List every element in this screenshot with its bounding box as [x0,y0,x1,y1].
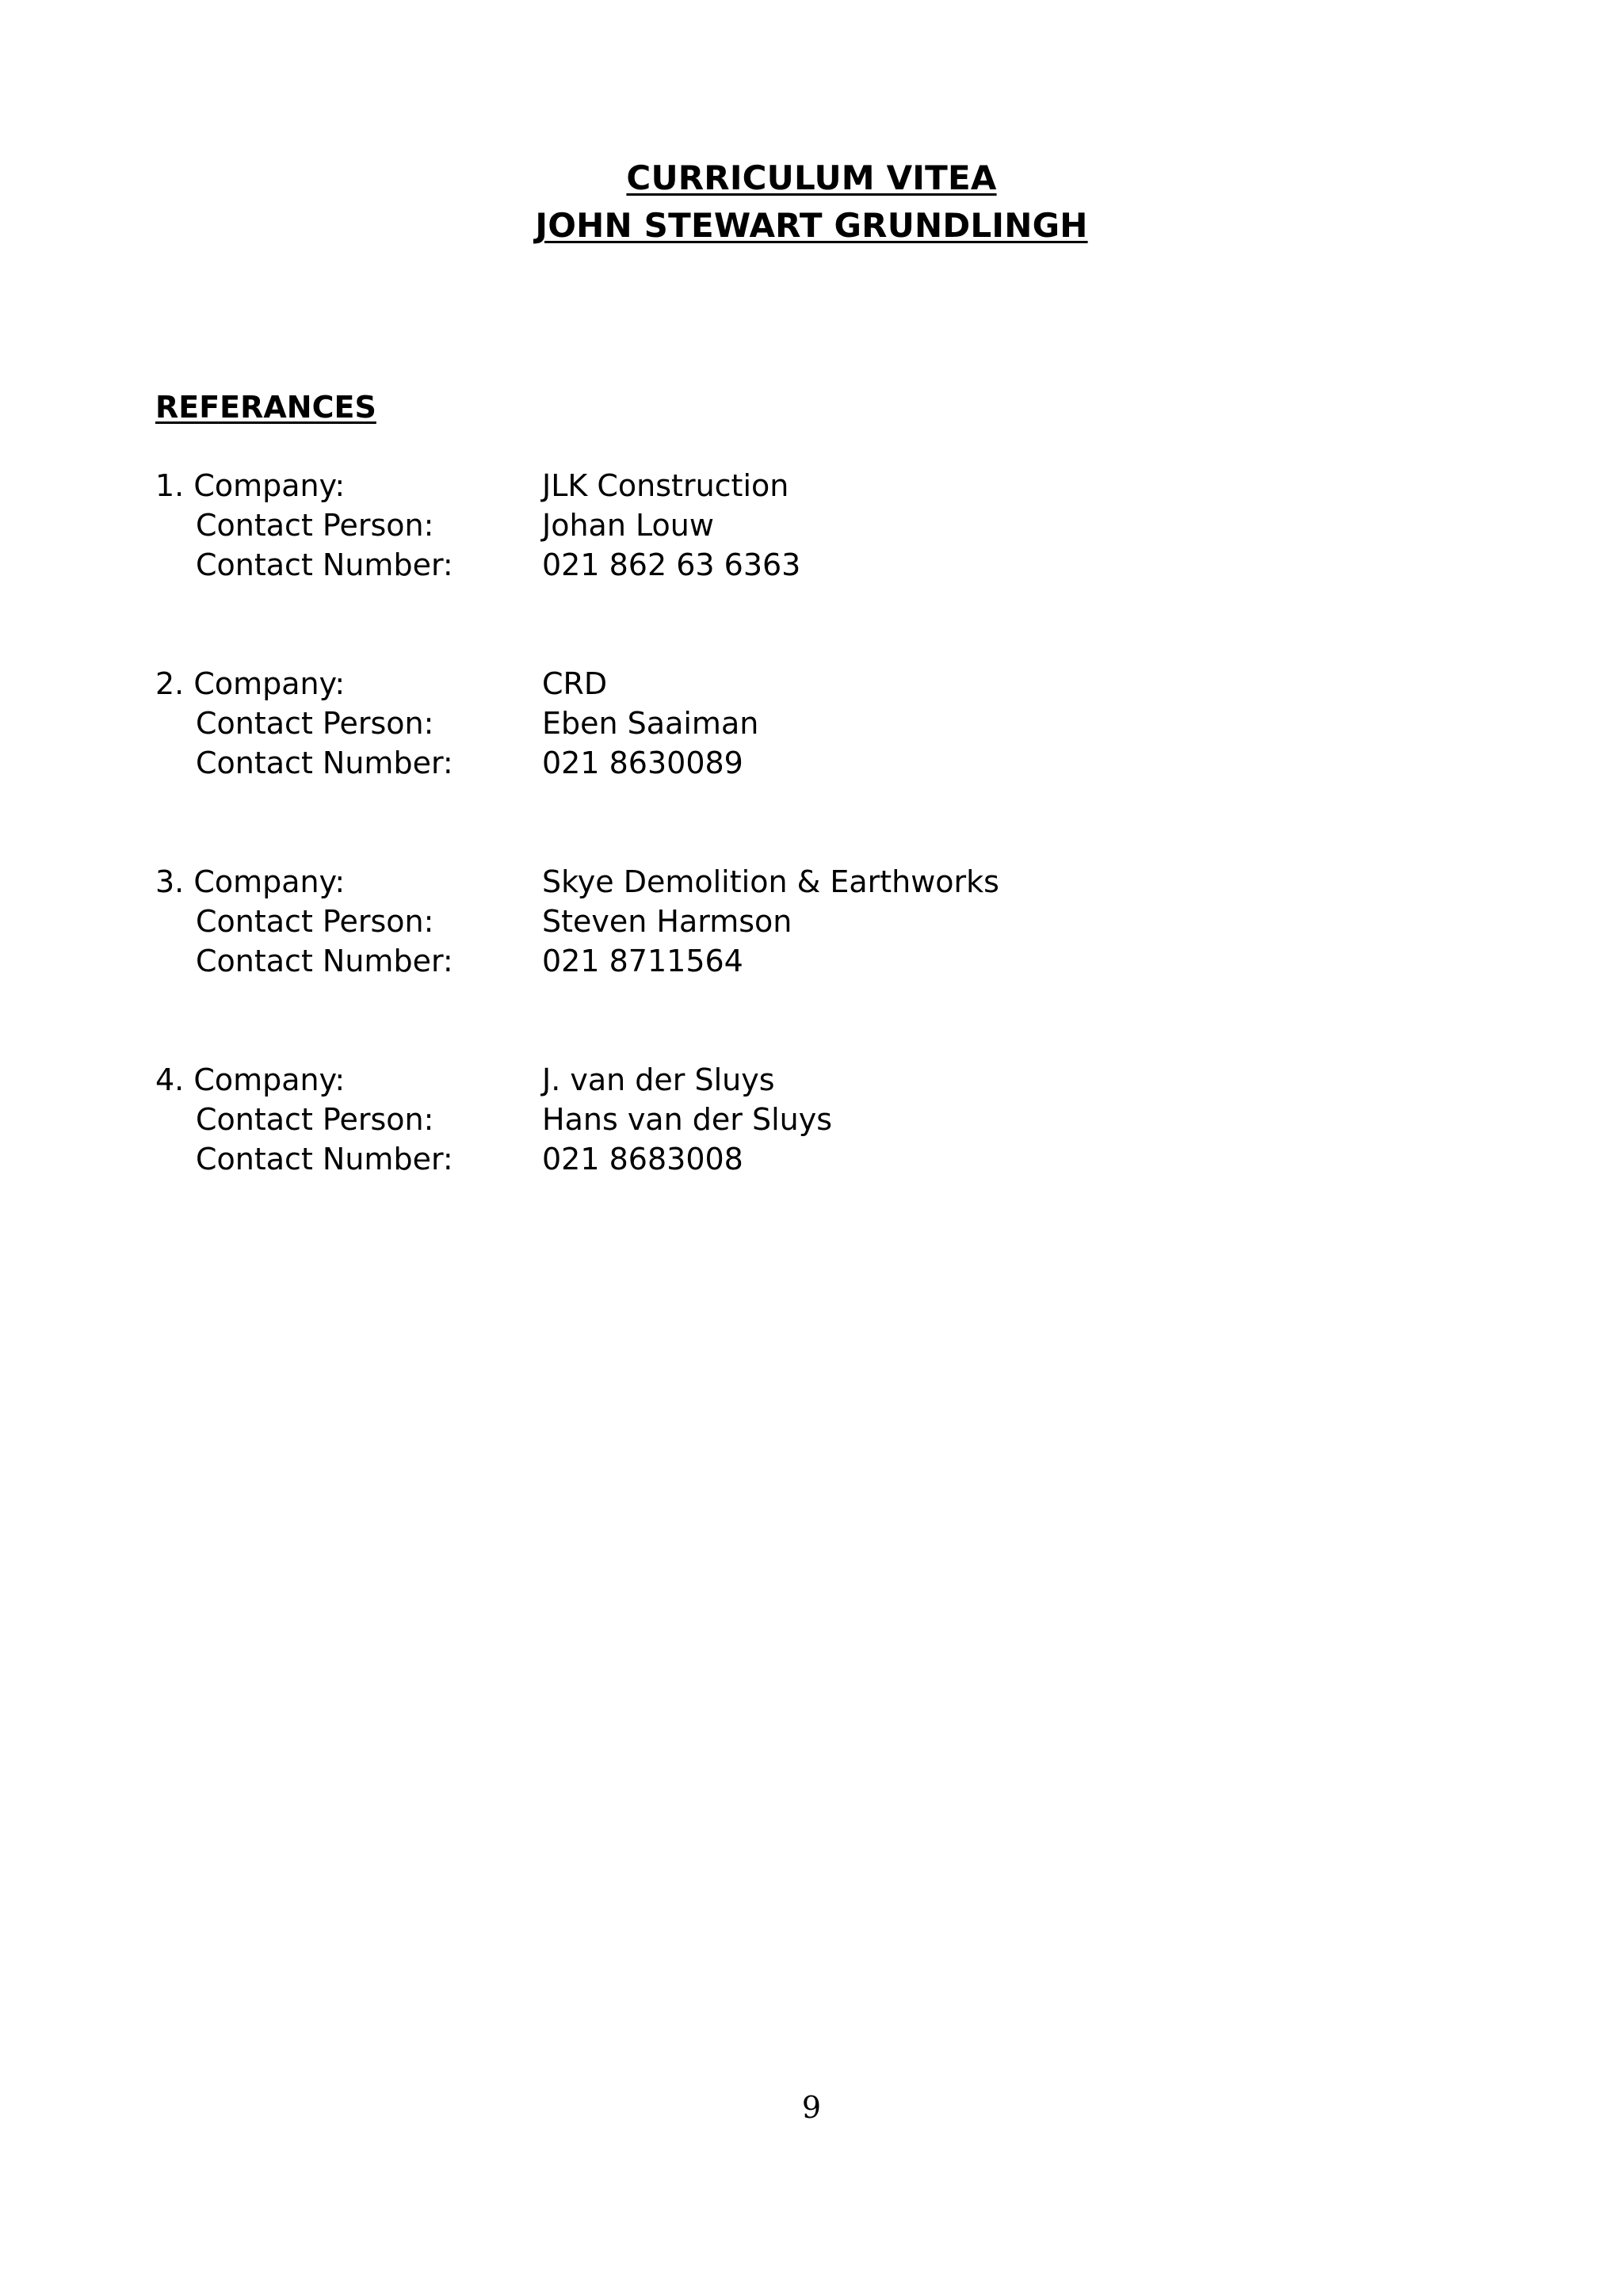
reference-entry-3 [155,862,1186,981]
contact-person-row [155,505,1186,545]
contact-person-label: Contact Person: [196,508,434,543]
contact-number-row [155,545,1186,585]
contact-number-label: Contact Number: [196,547,453,582]
reference-entry-2 [155,664,1186,783]
contact-person-label: Contact Person: [196,904,434,939]
contact-person-value: Johan Louw [542,508,714,543]
company-label: 4. Company: [155,1062,346,1097]
contact-person-value: Hans van der Sluys [542,1102,833,1137]
company-label: 2. Company: [155,666,346,701]
company-row [155,466,1186,505]
company-row [155,862,1186,902]
reference-entry-4 [155,1060,1186,1179]
contact-number-row [155,743,1186,783]
contact-number-row [155,941,1186,981]
company-label: 3. Company: [155,864,346,899]
document-title: CURRICULUM VITEA [626,158,997,197]
contact-person-row [155,1100,1186,1139]
company-value: CRD [542,666,608,701]
title-block [0,154,1623,250]
contact-person-value: Eben Saaiman [542,706,759,741]
contact-number-value: 021 8711564 [542,944,743,978]
contact-number-row [155,1139,1186,1179]
contact-person-label: Contact Person: [196,1102,434,1137]
contact-person-row [155,902,1186,941]
contact-number-label: Contact Number: [196,944,453,978]
company-value: Skye Demolition & Earthworks [542,864,999,899]
contact-number-value: 021 8630089 [542,746,743,780]
contact-number-value: 021 862 63 6363 [542,547,801,582]
contact-person-label: Contact Person: [196,706,434,741]
references-heading: REFERANCES [155,390,376,425]
contact-person-value: Steven Harmson [542,904,792,939]
contact-number-value: 021 8683008 [542,1142,743,1177]
company-row [155,664,1186,704]
contact-number-label: Contact Number: [196,746,453,780]
company-value: J. van der Sluys [542,1062,775,1097]
company-value: JLK Construction [542,468,789,503]
page-number: 9 [801,2090,822,2125]
company-row [155,1060,1186,1100]
contact-number-label: Contact Number: [196,1142,453,1177]
contact-person-row [155,704,1186,743]
reference-entry-1 [155,466,1186,585]
person-name: JOHN STEWART GRUNDLINGH [535,206,1088,245]
company-label: 1. Company: [155,468,346,503]
